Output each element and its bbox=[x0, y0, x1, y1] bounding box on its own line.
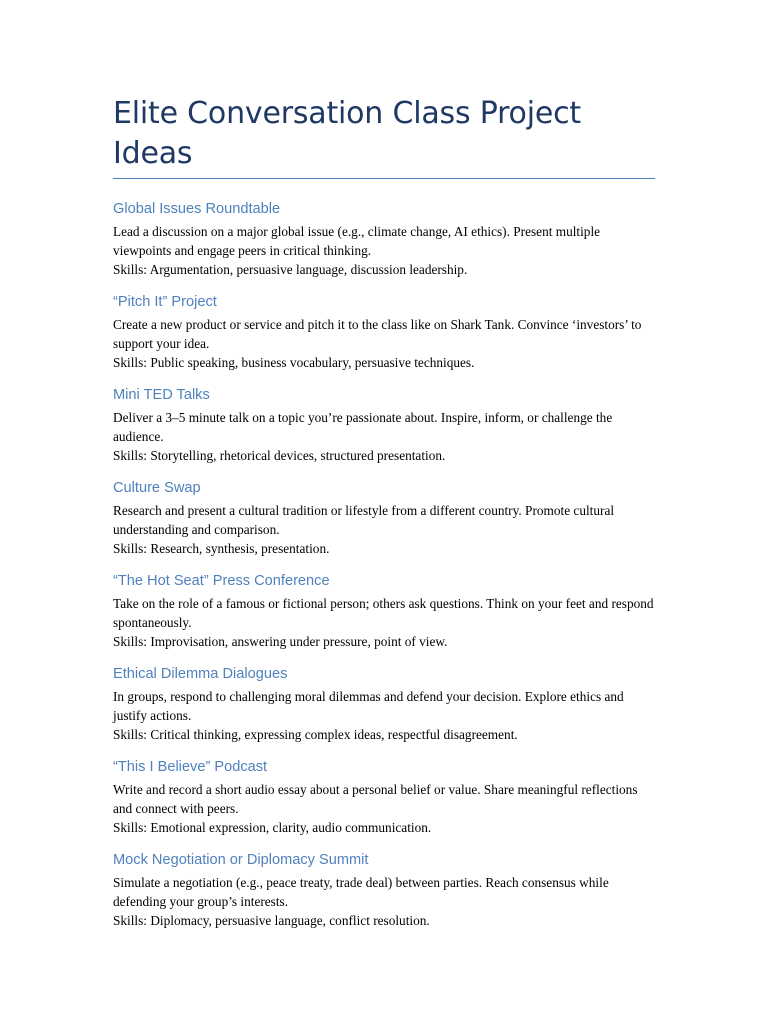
project-section bbox=[113, 292, 655, 372]
section-description: Lead a discussion on a major global issue (e.g., climate change, AI ethics). Present multiple viewpoints and engage peers in critical thinking. bbox=[113, 224, 601, 258]
section-heading: Ethical Dilemma Dialogues bbox=[113, 666, 288, 682]
project-section bbox=[113, 199, 655, 279]
section-heading: “Pitch It” Project bbox=[113, 294, 217, 310]
title-underline bbox=[113, 178, 655, 179]
section-skills: Skills: Public speaking, business vocabulary, persuasive techniques. bbox=[113, 355, 475, 370]
section-heading: “This I Believe” Podcast bbox=[113, 759, 268, 775]
section-heading: Mock Negotiation or Diplomacy Summit bbox=[113, 852, 369, 868]
section-skills: Skills: Emotional expression, clarity, audio communication. bbox=[113, 820, 432, 835]
section-description: Simulate a negotiation (e.g., peace treaty, trade deal) between parties. Reach consensus while defending your group’s interests. bbox=[113, 875, 609, 909]
project-section bbox=[113, 571, 655, 651]
section-skills: Skills: Critical thinking, expressing complex ideas, respectful disagreement. bbox=[113, 727, 518, 742]
section-skills: Skills: Diplomacy, persuasive language, conflict resolution. bbox=[113, 913, 430, 928]
project-section bbox=[113, 385, 655, 465]
section-skills: Skills: Research, synthesis, presentation. bbox=[113, 541, 330, 556]
section-heading: Global Issues Roundtable bbox=[113, 201, 281, 217]
section-description: In groups, respond to challenging moral dilemmas and defend your decision. Explore ethics and justify actions. bbox=[113, 689, 624, 723]
section-description: Research and present a cultural tradition or lifestyle from a different country. Promote cultural understanding and comparison. bbox=[113, 503, 615, 537]
section-description: Write and record a short audio essay about a personal belief or value. Share meaningful reflections and connect with peers. bbox=[113, 782, 638, 816]
section-description: Deliver a 3–5 minute talk on a topic you’re passionate about. Inspire, inform, or challenge the audience. bbox=[113, 410, 613, 444]
project-section bbox=[113, 757, 655, 837]
section-description: Take on the role of a famous or fictional person; others ask questions. Think on your feet and respond spontaneously. bbox=[113, 596, 654, 630]
section-heading: “The Hot Seat” Press Conference bbox=[113, 573, 330, 589]
section-description: Create a new product or service and pitch it to the class like on Shark Tank. Convince ‘investors’ to support your idea. bbox=[113, 317, 642, 351]
section-heading: Culture Swap bbox=[113, 480, 201, 496]
page-title: Elite Conversation Class Project Ideas bbox=[113, 96, 581, 171]
section-skills: Skills: Storytelling, rhetorical devices, structured presentation. bbox=[113, 448, 446, 463]
section-skills: Skills: Improvisation, answering under pressure, point of view. bbox=[113, 634, 448, 649]
project-section bbox=[113, 850, 655, 930]
project-section bbox=[113, 478, 655, 558]
project-section bbox=[113, 664, 655, 744]
section-heading: Mini TED Talks bbox=[113, 387, 210, 403]
section-skills: Skills: Argumentation, persuasive language, discussion leadership. bbox=[113, 262, 468, 277]
